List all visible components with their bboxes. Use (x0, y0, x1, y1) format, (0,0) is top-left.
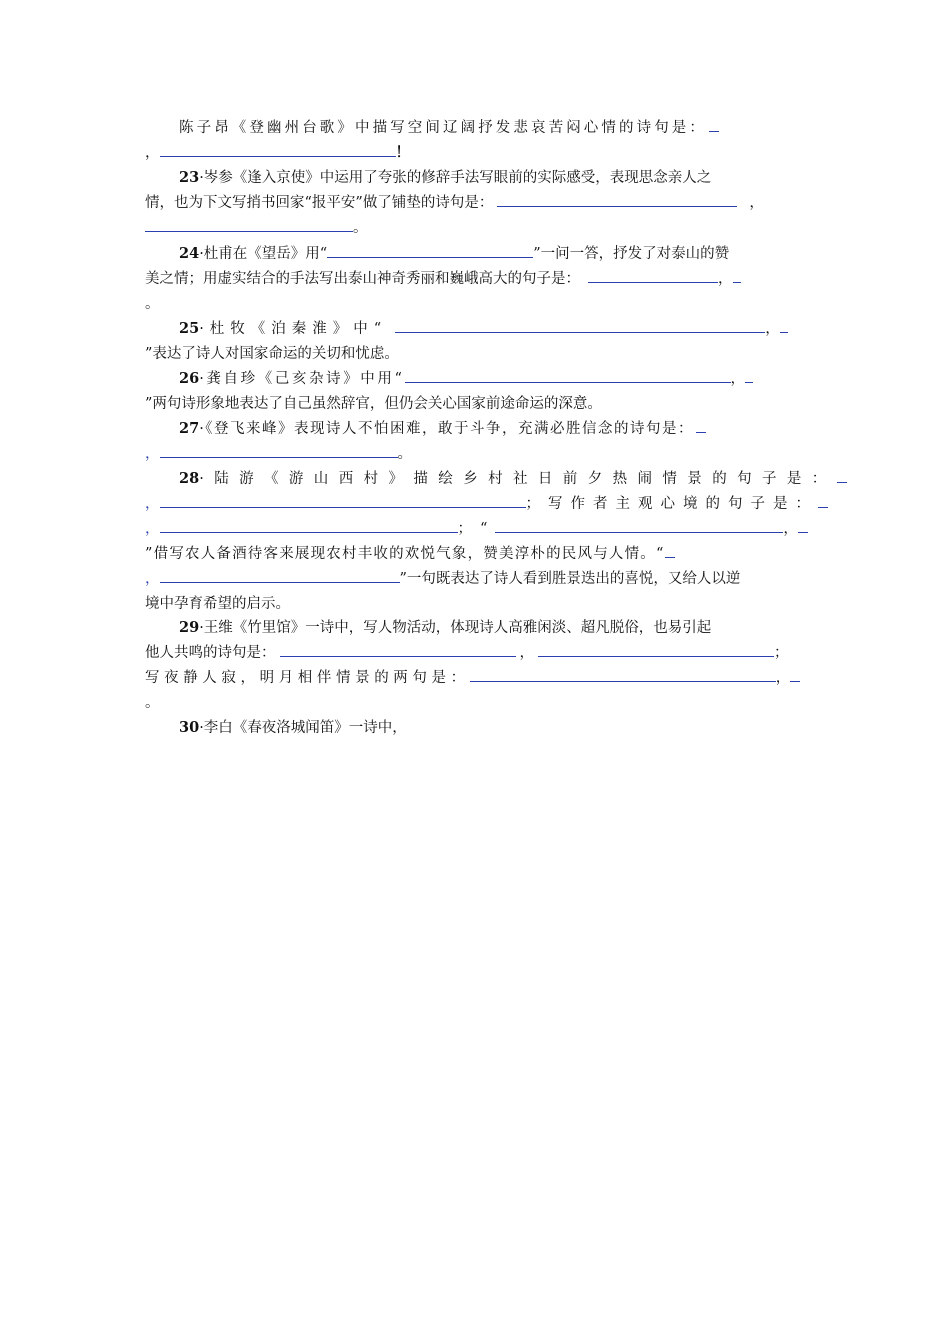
answer-blank[interactable] (780, 317, 788, 333)
q25-line1: 25·杜牧《泊秦淮》中“ ， (179, 317, 788, 341)
q28-line1: 28·陆游《游山西村》描绘乡村社日前夕热闹情景的句子是： (179, 467, 847, 491)
answer-blank[interactable] (395, 317, 765, 333)
answer-blank[interactable] (588, 267, 718, 283)
q29-line4: 。 (145, 695, 160, 711)
answer-blank[interactable] (696, 417, 706, 433)
q28-line3: ， ；“ ， (145, 517, 808, 541)
q23-line3: 。 (145, 216, 368, 240)
answer-blank[interactable] (160, 141, 396, 157)
answer-blank[interactable] (405, 367, 731, 383)
answer-blank[interactable] (160, 517, 458, 533)
q28-line6: 境中孕育希望的启示。 (145, 596, 290, 612)
answer-blank[interactable] (798, 517, 808, 533)
q25-line2: ”表达了诗人对国家命运的关切和忧虑。 (145, 346, 399, 362)
q29-line2: 他人共鸣的诗句是： ， ； (145, 641, 789, 665)
q24-line3: 。 (145, 296, 160, 312)
answer-blank[interactable] (280, 641, 516, 657)
answer-blank[interactable] (495, 517, 783, 533)
answer-blank[interactable] (665, 542, 675, 558)
q27-line2: ， 。 (145, 442, 412, 466)
answer-blank[interactable] (538, 641, 774, 657)
answer-blank[interactable] (327, 242, 533, 258)
answer-blank[interactable] (709, 116, 719, 132)
answer-blank[interactable] (470, 666, 776, 682)
answer-blank[interactable] (497, 191, 737, 207)
q30-line1: 30·李白《春夜洛城闻笛》一诗中， (179, 719, 407, 736)
answer-blank[interactable] (160, 442, 398, 458)
answer-blank[interactable] (160, 567, 400, 583)
q27-line1: 27·《登飞来峰》表现诗人不怕困难，敢于斗争，充满必胜信念的诗句是： (179, 417, 706, 441)
q22-line1: 陈子昂《登幽州台歌》中描写空间辽阔抒发悲哀苦闷心情的诗句是： (179, 116, 719, 140)
answer-blank[interactable] (160, 492, 526, 508)
q29-line1: 29·王维《竹里馆》一诗中，写人物活动，体现诗人高雅闲淡、超凡脱俗，也易引起 (179, 619, 712, 636)
q24-line2: 美之情；用虚实结合的手法写出泰山神奇秀丽和巍峨高大的句子是： ， (145, 267, 741, 291)
q26-line2: ”两句诗形象地表达了自己虽然辞官，但仍会关心国家前途命运的深意。 (145, 396, 602, 412)
q29-line3: 写夜静人寂，明月相伴情景的两句是： ， (145, 666, 800, 690)
answer-blank[interactable] (790, 666, 800, 682)
q24-line1: 24·杜甫在《望岳》用“ ”一问一答，抒发了对泰山的赞 (179, 242, 729, 266)
answer-blank[interactable] (733, 267, 741, 283)
q26-line1: 26·龚自珍《己亥杂诗》中用“ ， (179, 367, 753, 391)
q23-line2: 情，也为下文写捎书回家“报平安”做了铺垫的诗句是： ， (145, 191, 764, 215)
q22-line2: ， ！ (145, 141, 410, 165)
answer-blank[interactable] (818, 492, 828, 508)
answer-blank[interactable] (745, 367, 753, 383)
answer-blank[interactable] (145, 216, 353, 232)
q28-line2: ， ；写作者主观心境的句子是： (145, 492, 828, 516)
q23-line1: 23·岑参《逢入京使》中运用了夸张的修辞手法写眼前的实际感受，表现思念亲人之 (179, 169, 712, 186)
answer-blank[interactable] (837, 467, 847, 483)
q28-line5: ， ”一句既表达了诗人看到胜景迭出的喜悦，又给人以逆 (145, 567, 740, 591)
q28-line4: ”借写农人备酒待客来展现农村丰收的欢悦气象，赞美淳朴的民风与人情。“ (145, 542, 675, 566)
